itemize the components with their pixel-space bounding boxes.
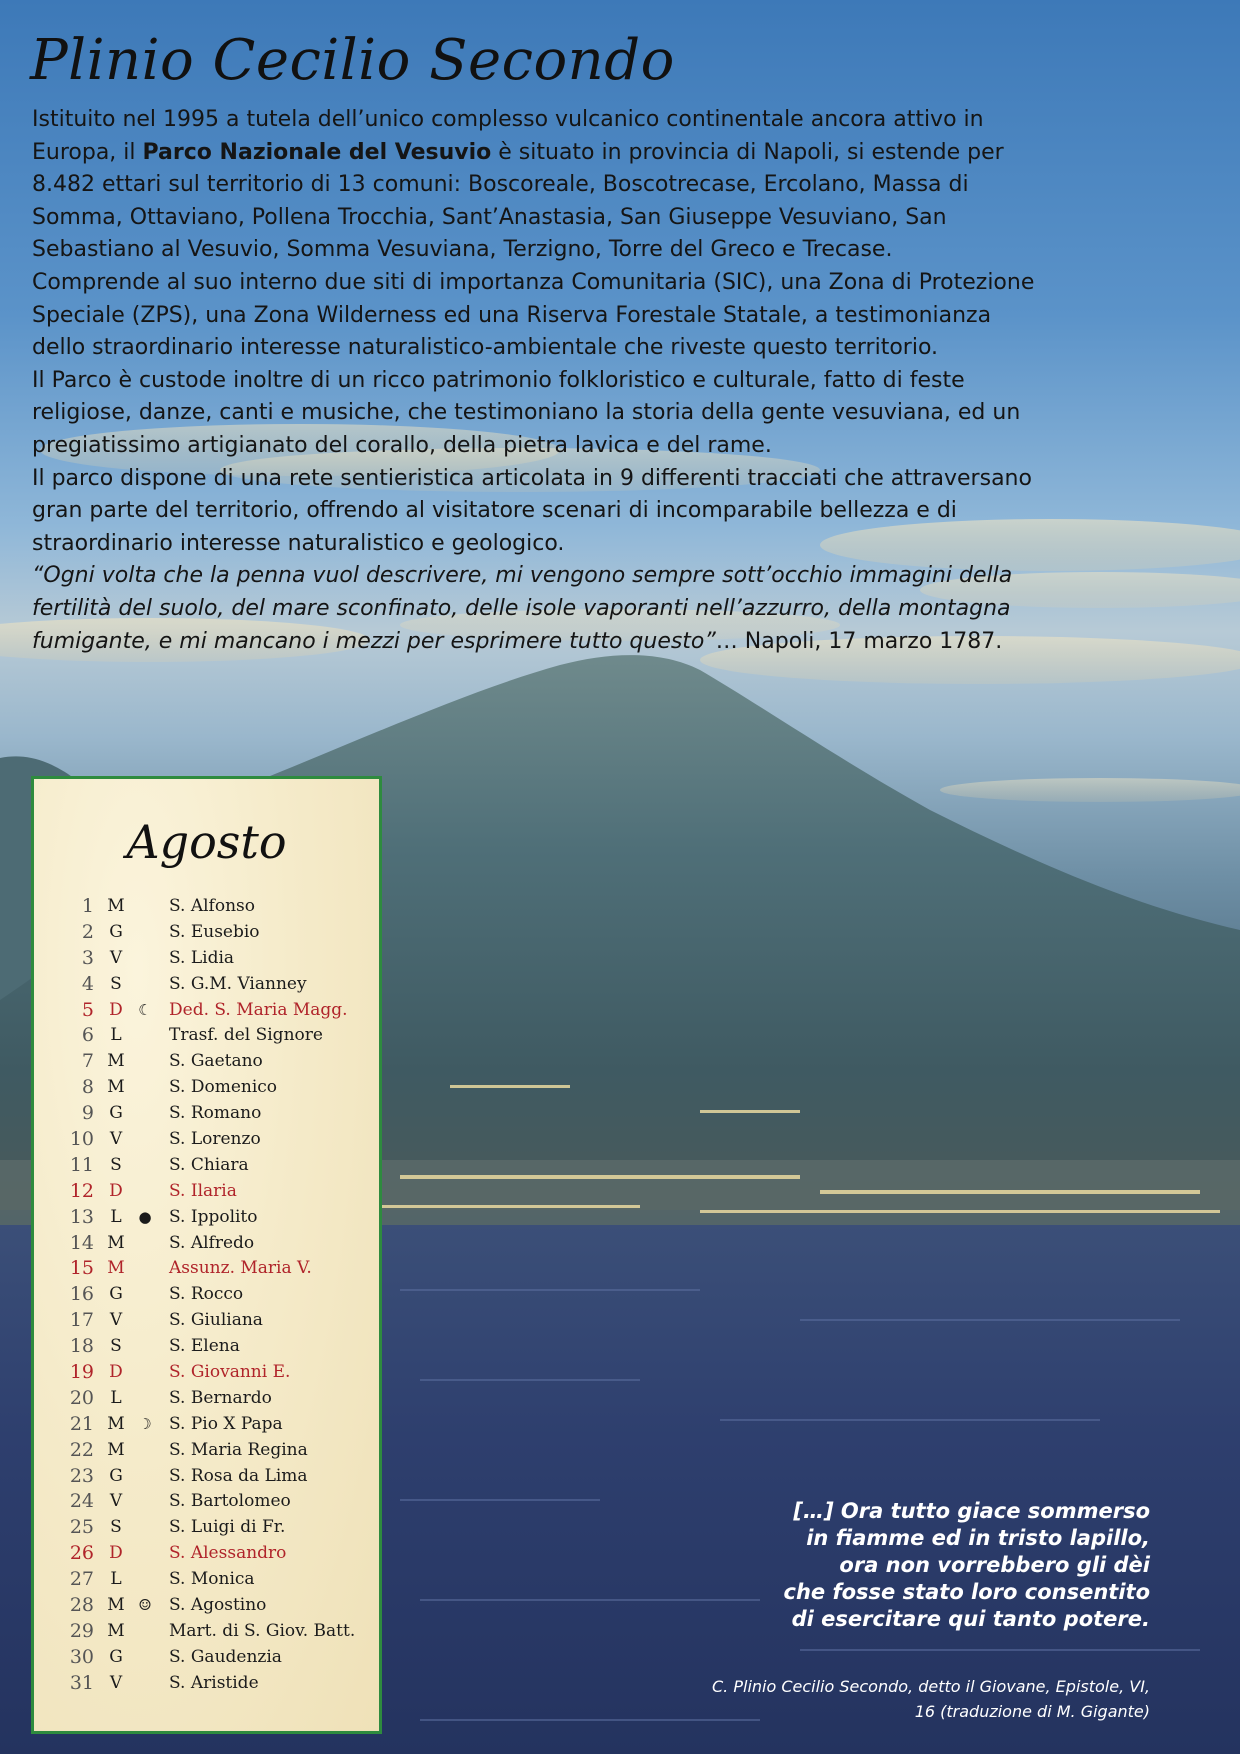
weekday-letter: G: [109, 921, 123, 942]
calendar-day-row: [34, 1256, 379, 1282]
weekday-letter: S: [110, 1154, 122, 1175]
page-title: Plinio Cecilio Secondo: [30, 28, 675, 93]
day-number: 1: [81, 895, 94, 917]
day-number: 3: [81, 946, 94, 969]
day-number: 30: [69, 1645, 94, 1668]
attribution-line: 16 (traduzione di M. Gigante): [914, 1702, 1150, 1721]
weekday-letter: D: [109, 1543, 123, 1564]
day-number: 10: [69, 1128, 94, 1151]
saint-name: S. Ippolito: [169, 1206, 258, 1227]
saint-name: S. Bartolomeo: [169, 1491, 291, 1512]
calendar-day-row: [34, 894, 379, 920]
attribution-line: C. Plinio Cecilio Secondo, detto il Giovane, Epistole, VI,: [712, 1677, 1150, 1696]
weekday-letter: M: [107, 1232, 125, 1253]
saint-name: S. Elena: [169, 1336, 240, 1357]
calendar-day-row: [34, 1049, 379, 1075]
saint-name: S. Pio X Papa: [169, 1413, 283, 1434]
saint-name: S. Eusebio: [169, 921, 260, 942]
calendar-day-row: [34, 920, 379, 946]
day-number: 13: [69, 1205, 94, 1228]
weekday-letter: M: [107, 896, 125, 916]
pliny-verse: [690, 1498, 1150, 1633]
goethe-quote: [32, 560, 1042, 658]
saint-name: S. Lorenzo: [169, 1129, 261, 1150]
calendar-day-row: [34, 1231, 379, 1257]
weekday-letter: S: [110, 1517, 122, 1538]
day-number: 17: [69, 1309, 94, 1332]
day-number: 7: [81, 1050, 94, 1073]
saint-name: S. Giuliana: [169, 1310, 263, 1331]
day-number: 20: [69, 1386, 94, 1409]
park-description: [32, 104, 1042, 658]
weekday-letter: M: [107, 1439, 125, 1460]
calendar-day-row: [34, 1671, 379, 1697]
calendar-day-row: [34, 1282, 379, 1308]
quote-text: “Ogni volta che la penna vuol descrivere, mi vengono sempre sott’occhio immagini della fertilità del suolo, del mare sconfinato, delle isole vaporanti nell’azzurro, della montagna fumigante, e mi mancano i mezzi per esprimere tutto questo”: [32, 563, 1013, 654]
calendar-day-row: [34, 946, 379, 972]
paragraph-trails: Il parco dispone di una rete sentieristica articolata in 9 differenti tracciati che attraversano gran parte del territorio, offrendo al visitatore scenari di incomparabile bellezza e di straordinario interesse naturalistico e geologico.: [32, 465, 1032, 556]
day-number: 2: [81, 920, 94, 943]
saint-name: S. Rocco: [169, 1284, 244, 1305]
calendar-day-row: [34, 1593, 379, 1619]
day-number: 6: [81, 1024, 94, 1047]
verse-line: di esercitare qui tanto potere.: [791, 1607, 1150, 1631]
day-number: 8: [81, 1076, 94, 1099]
moon-phase-icon: ☾: [138, 1000, 152, 1019]
weekday-letter: G: [109, 1646, 123, 1667]
calendar-day-row: [34, 1127, 379, 1153]
day-number: 28: [69, 1594, 94, 1617]
verse-line: ora non vorrebbero gli dèi: [839, 1553, 1150, 1577]
month-calendar: [31, 776, 382, 1734]
saint-name: S. Ilaria: [169, 1180, 237, 1201]
day-number: 19: [69, 1361, 94, 1384]
saint-name: S. Lidia: [169, 947, 235, 968]
saint-name: S. Gaetano: [169, 1051, 263, 1072]
weekday-letter: V: [109, 947, 123, 968]
paragraph-heritage: Il Parco è custode inoltre di un ricco patrimonio folkloristico e culturale, fatto di feste religiose, danze, canti e musiche, che testimoniano la storia della gente vesuviana, ed un pregiatissimo artigianato del corallo, della pietra lavica e del rame.: [32, 367, 1021, 458]
saint-name: S. Agostino: [169, 1595, 267, 1616]
saint-name: S. Alfredo: [169, 1232, 255, 1253]
calendar-day-row: [34, 972, 379, 998]
calendar-day-row: [34, 1567, 379, 1593]
day-list: [34, 894, 379, 1697]
weekday-letter: M: [107, 1413, 125, 1434]
weekday-letter: M: [107, 1620, 125, 1641]
verse-line: […] Ora tutto giace sommerso: [793, 1499, 1150, 1523]
day-number: 29: [69, 1619, 94, 1642]
calendar-day-row: [34, 1179, 379, 1205]
saint-name: S. G.M. Vianney: [169, 973, 307, 994]
weekday-letter: M: [107, 1595, 125, 1616]
calendar-day-row: [34, 1412, 379, 1438]
calendar-day-row: [34, 1205, 379, 1231]
weekday-letter: D: [109, 1180, 123, 1201]
calendar-day-row: [34, 1619, 379, 1645]
saint-name: S. Bernardo: [169, 1387, 272, 1408]
calendar-day-row: [34, 1438, 379, 1464]
day-number: 5: [81, 998, 94, 1021]
saint-name: Mart. di S. Giov. Batt.: [169, 1620, 356, 1641]
moon-phase-icon: ☽: [138, 1414, 152, 1433]
day-number: 27: [69, 1568, 94, 1591]
day-number: 18: [69, 1335, 94, 1358]
calendar-day-row: [34, 1023, 379, 1049]
day-number: 25: [69, 1516, 94, 1539]
saint-name: Assunz. Maria V.: [169, 1258, 312, 1279]
verse-line: che fosse stato loro consentito: [783, 1580, 1150, 1604]
saint-name: S. Domenico: [169, 1077, 278, 1098]
saint-name: S. Rosa da Lima: [169, 1465, 308, 1486]
weekday-letter: G: [109, 1103, 123, 1124]
day-number: 21: [69, 1412, 94, 1435]
calendar-day-row: [34, 1334, 379, 1360]
saint-name: S. Giovanni E.: [169, 1362, 291, 1383]
weekday-letter: L: [110, 1387, 122, 1408]
calendar-day-row: [34, 1075, 379, 1101]
saint-name: S. Gaudenzia: [169, 1646, 282, 1667]
day-number: 22: [69, 1438, 94, 1461]
saint-name: Ded. S. Maria Magg.: [169, 999, 348, 1020]
intro-text-cont: è situato in provincia di Napoli, si estende per 8.482 ettari sul territorio di 13 comuni: Boscoreale, Boscotrecase, Ercolano, Massa di Somma, Ottaviano, Pollena Trocchia, Sant’Anastasia, San Giuseppe Vesuviano, San Sebastiano al Vesuvio, Somma Vesuviana, Terzigno, Torre del Greco e Trecase.: [32, 139, 1004, 263]
calendar-day-row: [34, 1153, 379, 1179]
calendar-day-row: [34, 1541, 379, 1567]
park-name: Parco Nazionale del Vesuvio: [142, 139, 492, 165]
weekday-letter: M: [107, 1051, 125, 1072]
day-number: 4: [81, 972, 94, 995]
day-number: 16: [69, 1283, 94, 1306]
calendar-day-row: [34, 1515, 379, 1541]
day-number: 14: [69, 1231, 94, 1254]
saint-name: S. Luigi di Fr.: [169, 1517, 286, 1538]
moon-phase-icon: ☺: [138, 1596, 152, 1615]
weekday-letter: L: [110, 1025, 122, 1046]
weekday-letter: G: [109, 1465, 123, 1486]
weekday-letter: M: [107, 1077, 125, 1098]
weekday-letter: M: [107, 1258, 125, 1279]
month-title: Agosto: [126, 815, 287, 869]
day-number: 11: [69, 1153, 94, 1176]
calendar-day-row: [34, 1645, 379, 1671]
weekday-letter: V: [109, 1491, 123, 1512]
saint-name: S. Monica: [169, 1569, 255, 1590]
day-number: 31: [69, 1671, 94, 1694]
weekday-letter: V: [109, 1672, 123, 1693]
day-number: 12: [69, 1179, 94, 1202]
verse-attribution: [590, 1674, 1150, 1724]
weekday-letter: D: [109, 999, 123, 1020]
saint-name: S. Alessandro: [169, 1543, 287, 1564]
saint-name: S. Romano: [169, 1103, 262, 1124]
weekday-letter: G: [109, 1284, 123, 1305]
calendar-day-row: [34, 1101, 379, 1127]
day-number: 23: [69, 1464, 94, 1487]
calendar-day-row: [34, 1386, 379, 1412]
weekday-letter: L: [110, 1206, 122, 1227]
paragraph-sites: Comprende al suo interno due siti di importanza Comunitaria (SIC), una Zona di Protezione Speciale (ZPS), una Zona Wilderness ed una Riserva Forestale Statale, a testimonianza dello straordinario interesse naturalistico-ambientale che riveste questo territorio.: [32, 269, 1035, 361]
weekday-letter: S: [110, 973, 122, 994]
quote-source: … Napoli, 17 marzo 1787.: [715, 628, 1003, 654]
day-number: 26: [69, 1542, 94, 1565]
saint-name: S. Aristide: [169, 1672, 259, 1693]
day-number: 9: [81, 1102, 94, 1125]
intro-text: Istituito nel 1995 a tutela dell’unico complesso vulcanico continentale ancora attivo in Europa, il: [32, 107, 984, 165]
saint-name: S. Maria Regina: [169, 1439, 308, 1460]
calendar-day-row: [34, 1360, 379, 1386]
weekday-letter: D: [109, 1362, 123, 1383]
weekday-letter: L: [110, 1569, 122, 1590]
calendar-day-row: [34, 1308, 379, 1334]
saint-name: S. Alfonso: [169, 896, 255, 916]
day-number: 24: [69, 1490, 94, 1513]
weekday-letter: S: [110, 1336, 122, 1357]
weekday-letter: V: [109, 1129, 123, 1150]
weekday-letter: V: [109, 1310, 123, 1331]
verse-line: in fiamme ed in tristo lapillo,: [806, 1526, 1150, 1550]
calendar-day-row: [34, 998, 379, 1024]
paragraph-intro: [32, 104, 1042, 267]
calendar-day-row: [34, 1489, 379, 1515]
saint-name: S. Chiara: [169, 1154, 249, 1175]
day-number: 15: [69, 1257, 94, 1280]
moon-phase-icon: ●: [138, 1207, 152, 1226]
saint-name: Trasf. del Signore: [169, 1025, 323, 1046]
calendar-day-row: [34, 1464, 379, 1490]
